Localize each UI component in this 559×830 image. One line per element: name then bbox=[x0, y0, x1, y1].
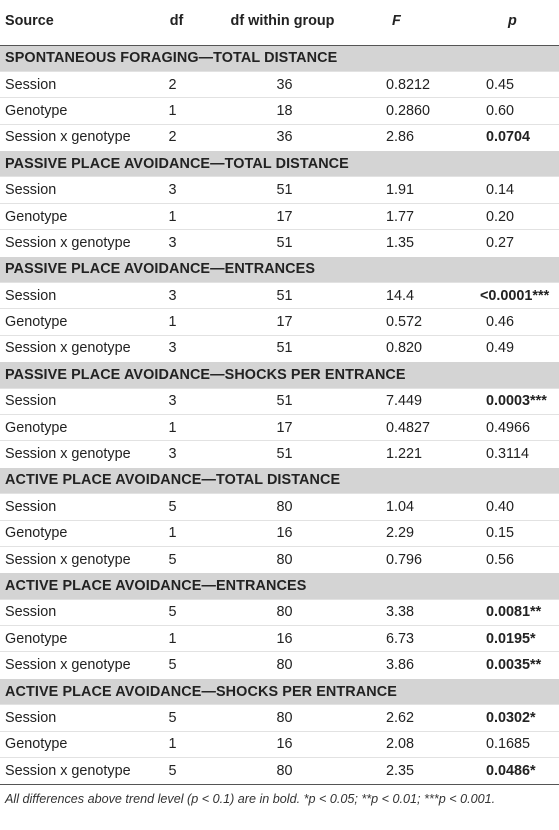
source-cell: Genotype bbox=[0, 203, 158, 229]
source-cell: Session x genotype bbox=[0, 230, 158, 256]
section-header-row bbox=[0, 45, 559, 71]
df-within-cell: 18 bbox=[224, 98, 370, 124]
df-cell: 3 bbox=[158, 230, 224, 256]
df-cell: 1 bbox=[158, 309, 224, 335]
p-value-cell: 0.46 bbox=[470, 309, 559, 335]
p-value-cell: 0.0195* bbox=[470, 626, 559, 652]
table-row bbox=[0, 731, 559, 757]
header-source: Source bbox=[0, 0, 158, 45]
f-value-cell: 0.8212 bbox=[370, 71, 470, 97]
p-value-cell: 0.3114 bbox=[470, 441, 559, 467]
table-row bbox=[0, 98, 559, 124]
source-cell: Session bbox=[0, 494, 158, 520]
header-df-within-group: df within group bbox=[224, 0, 370, 45]
f-value-cell: 1.04 bbox=[370, 494, 470, 520]
source-cell: Session x genotype bbox=[0, 124, 158, 150]
df-cell: 1 bbox=[158, 520, 224, 546]
table-row bbox=[0, 230, 559, 256]
df-cell: 5 bbox=[158, 758, 224, 784]
f-value-cell: 2.86 bbox=[370, 124, 470, 150]
df-cell: 1 bbox=[158, 626, 224, 652]
df-within-cell: 36 bbox=[224, 71, 370, 97]
p-value-cell: 0.0081** bbox=[470, 599, 559, 625]
section-title: ACTIVE PLACE AVOIDANCE—TOTAL DISTANCE bbox=[0, 467, 559, 493]
df-within-cell: 16 bbox=[224, 731, 370, 757]
df-cell: 1 bbox=[158, 731, 224, 757]
f-value-cell: 0.2860 bbox=[370, 98, 470, 124]
table-header bbox=[0, 0, 559, 45]
df-within-cell: 17 bbox=[224, 414, 370, 440]
df-within-cell: 80 bbox=[224, 494, 370, 520]
f-value-cell: 0.820 bbox=[370, 335, 470, 361]
df-cell: 2 bbox=[158, 124, 224, 150]
header-df: df bbox=[158, 0, 224, 45]
df-within-cell: 51 bbox=[224, 441, 370, 467]
f-value-cell: 7.449 bbox=[370, 388, 470, 414]
source-cell: Genotype bbox=[0, 731, 158, 757]
section-title: PASSIVE PLACE AVOIDANCE—TOTAL DISTANCE bbox=[0, 151, 559, 177]
table-row bbox=[0, 124, 559, 150]
p-value-cell: 0.0003*** bbox=[470, 388, 559, 414]
table-row bbox=[0, 414, 559, 440]
section-title: PASSIVE PLACE AVOIDANCE—ENTRANCES bbox=[0, 256, 559, 282]
p-value-cell: 0.0704 bbox=[470, 124, 559, 150]
section-header-row bbox=[0, 467, 559, 493]
df-within-cell: 36 bbox=[224, 124, 370, 150]
source-cell: Session x genotype bbox=[0, 441, 158, 467]
table-row bbox=[0, 494, 559, 520]
f-value-cell: 1.221 bbox=[370, 441, 470, 467]
source-cell: Genotype bbox=[0, 309, 158, 335]
df-within-cell: 17 bbox=[224, 203, 370, 229]
df-cell: 5 bbox=[158, 494, 224, 520]
f-value-cell: 1.35 bbox=[370, 230, 470, 256]
f-value-cell: 3.86 bbox=[370, 652, 470, 678]
p-value-cell: 0.49 bbox=[470, 335, 559, 361]
p-value-cell: 0.0486* bbox=[470, 758, 559, 784]
table-footnote: All differences above trend level (p < 0.1) are in bold. *p < 0.05; **p < 0.01; ***p < 0.001. bbox=[0, 784, 559, 806]
f-value-cell: 0.572 bbox=[370, 309, 470, 335]
p-value-cell: 0.27 bbox=[470, 230, 559, 256]
df-cell: 1 bbox=[158, 98, 224, 124]
df-cell: 3 bbox=[158, 441, 224, 467]
table-row bbox=[0, 705, 559, 731]
p-value-cell: 0.0035** bbox=[470, 652, 559, 678]
df-within-cell: 51 bbox=[224, 283, 370, 309]
f-value-cell: 14.4 bbox=[370, 283, 470, 309]
source-cell: Session bbox=[0, 71, 158, 97]
f-value-cell: 0.796 bbox=[370, 546, 470, 572]
table-row bbox=[0, 599, 559, 625]
p-value-cell: 0.4966 bbox=[470, 414, 559, 440]
df-within-cell: 80 bbox=[224, 546, 370, 572]
source-cell: Session x genotype bbox=[0, 652, 158, 678]
df-within-cell: 16 bbox=[224, 520, 370, 546]
df-cell: 3 bbox=[158, 177, 224, 203]
f-value-cell: 1.91 bbox=[370, 177, 470, 203]
df-cell: 1 bbox=[158, 203, 224, 229]
df-cell: 5 bbox=[158, 652, 224, 678]
p-value-cell: 0.1685 bbox=[470, 731, 559, 757]
df-within-cell: 51 bbox=[224, 388, 370, 414]
p-value-cell: 0.0302* bbox=[470, 705, 559, 731]
section-title: ACTIVE PLACE AVOIDANCE—ENTRANCES bbox=[0, 573, 559, 599]
table-row bbox=[0, 758, 559, 784]
f-value-cell: 2.08 bbox=[370, 731, 470, 757]
table-row bbox=[0, 335, 559, 361]
table-row bbox=[0, 626, 559, 652]
section-header-row bbox=[0, 678, 559, 704]
section-header-row bbox=[0, 362, 559, 388]
source-cell: Session bbox=[0, 283, 158, 309]
header-f: F bbox=[370, 0, 470, 45]
p-value-cell: 0.60 bbox=[470, 98, 559, 124]
df-within-cell: 80 bbox=[224, 705, 370, 731]
table-row bbox=[0, 388, 559, 414]
table-row bbox=[0, 283, 559, 309]
source-cell: Session bbox=[0, 599, 158, 625]
table-row bbox=[0, 71, 559, 97]
df-within-cell: 17 bbox=[224, 309, 370, 335]
section-title: PASSIVE PLACE AVOIDANCE—SHOCKS PER ENTRANCE bbox=[0, 362, 559, 388]
source-cell: Genotype bbox=[0, 520, 158, 546]
table-body bbox=[0, 45, 559, 784]
source-cell: Session x genotype bbox=[0, 335, 158, 361]
df-cell: 3 bbox=[158, 335, 224, 361]
f-value-cell: 6.73 bbox=[370, 626, 470, 652]
df-cell: 3 bbox=[158, 283, 224, 309]
section-title: ACTIVE PLACE AVOIDANCE—SHOCKS PER ENTRANCE bbox=[0, 678, 559, 704]
p-value-cell: 0.45 bbox=[470, 71, 559, 97]
df-cell: 1 bbox=[158, 414, 224, 440]
df-cell: 3 bbox=[158, 388, 224, 414]
source-cell: Session x genotype bbox=[0, 758, 158, 784]
table-row bbox=[0, 441, 559, 467]
table-row bbox=[0, 546, 559, 572]
df-within-cell: 80 bbox=[224, 599, 370, 625]
f-value-cell: 1.77 bbox=[370, 203, 470, 229]
table-row bbox=[0, 652, 559, 678]
df-within-cell: 51 bbox=[224, 177, 370, 203]
source-cell: Genotype bbox=[0, 626, 158, 652]
f-value-cell: 3.38 bbox=[370, 599, 470, 625]
section-header-row bbox=[0, 256, 559, 282]
df-within-cell: 80 bbox=[224, 758, 370, 784]
f-value-cell: 0.4827 bbox=[370, 414, 470, 440]
source-cell: Genotype bbox=[0, 414, 158, 440]
source-cell: Genotype bbox=[0, 98, 158, 124]
df-cell: 5 bbox=[158, 705, 224, 731]
p-value-cell: 0.15 bbox=[470, 520, 559, 546]
df-within-cell: 80 bbox=[224, 652, 370, 678]
table-row bbox=[0, 203, 559, 229]
f-value-cell: 2.35 bbox=[370, 758, 470, 784]
p-value-cell: 0.40 bbox=[470, 494, 559, 520]
table-row bbox=[0, 177, 559, 203]
p-value-cell: 0.14 bbox=[470, 177, 559, 203]
p-value-cell: 0.20 bbox=[470, 203, 559, 229]
table-row bbox=[0, 309, 559, 335]
df-cell: 5 bbox=[158, 546, 224, 572]
p-value-cell: 0.56 bbox=[470, 546, 559, 572]
df-cell: 5 bbox=[158, 599, 224, 625]
header-row bbox=[0, 0, 559, 45]
f-value-cell: 2.62 bbox=[370, 705, 470, 731]
df-within-cell: 51 bbox=[224, 230, 370, 256]
f-value-cell: 2.29 bbox=[370, 520, 470, 546]
header-p: p bbox=[470, 0, 559, 45]
source-cell: Session bbox=[0, 705, 158, 731]
source-cell: Session bbox=[0, 177, 158, 203]
section-title: SPONTANEOUS FORAGING—TOTAL DISTANCE bbox=[0, 45, 559, 71]
df-cell: 2 bbox=[158, 71, 224, 97]
section-header-row bbox=[0, 151, 559, 177]
section-header-row bbox=[0, 573, 559, 599]
table-row bbox=[0, 520, 559, 546]
source-cell: Session x genotype bbox=[0, 546, 158, 572]
source-cell: Session bbox=[0, 388, 158, 414]
df-within-cell: 16 bbox=[224, 626, 370, 652]
df-within-cell: 51 bbox=[224, 335, 370, 361]
p-value-cell: <0.0001*** bbox=[470, 283, 559, 309]
